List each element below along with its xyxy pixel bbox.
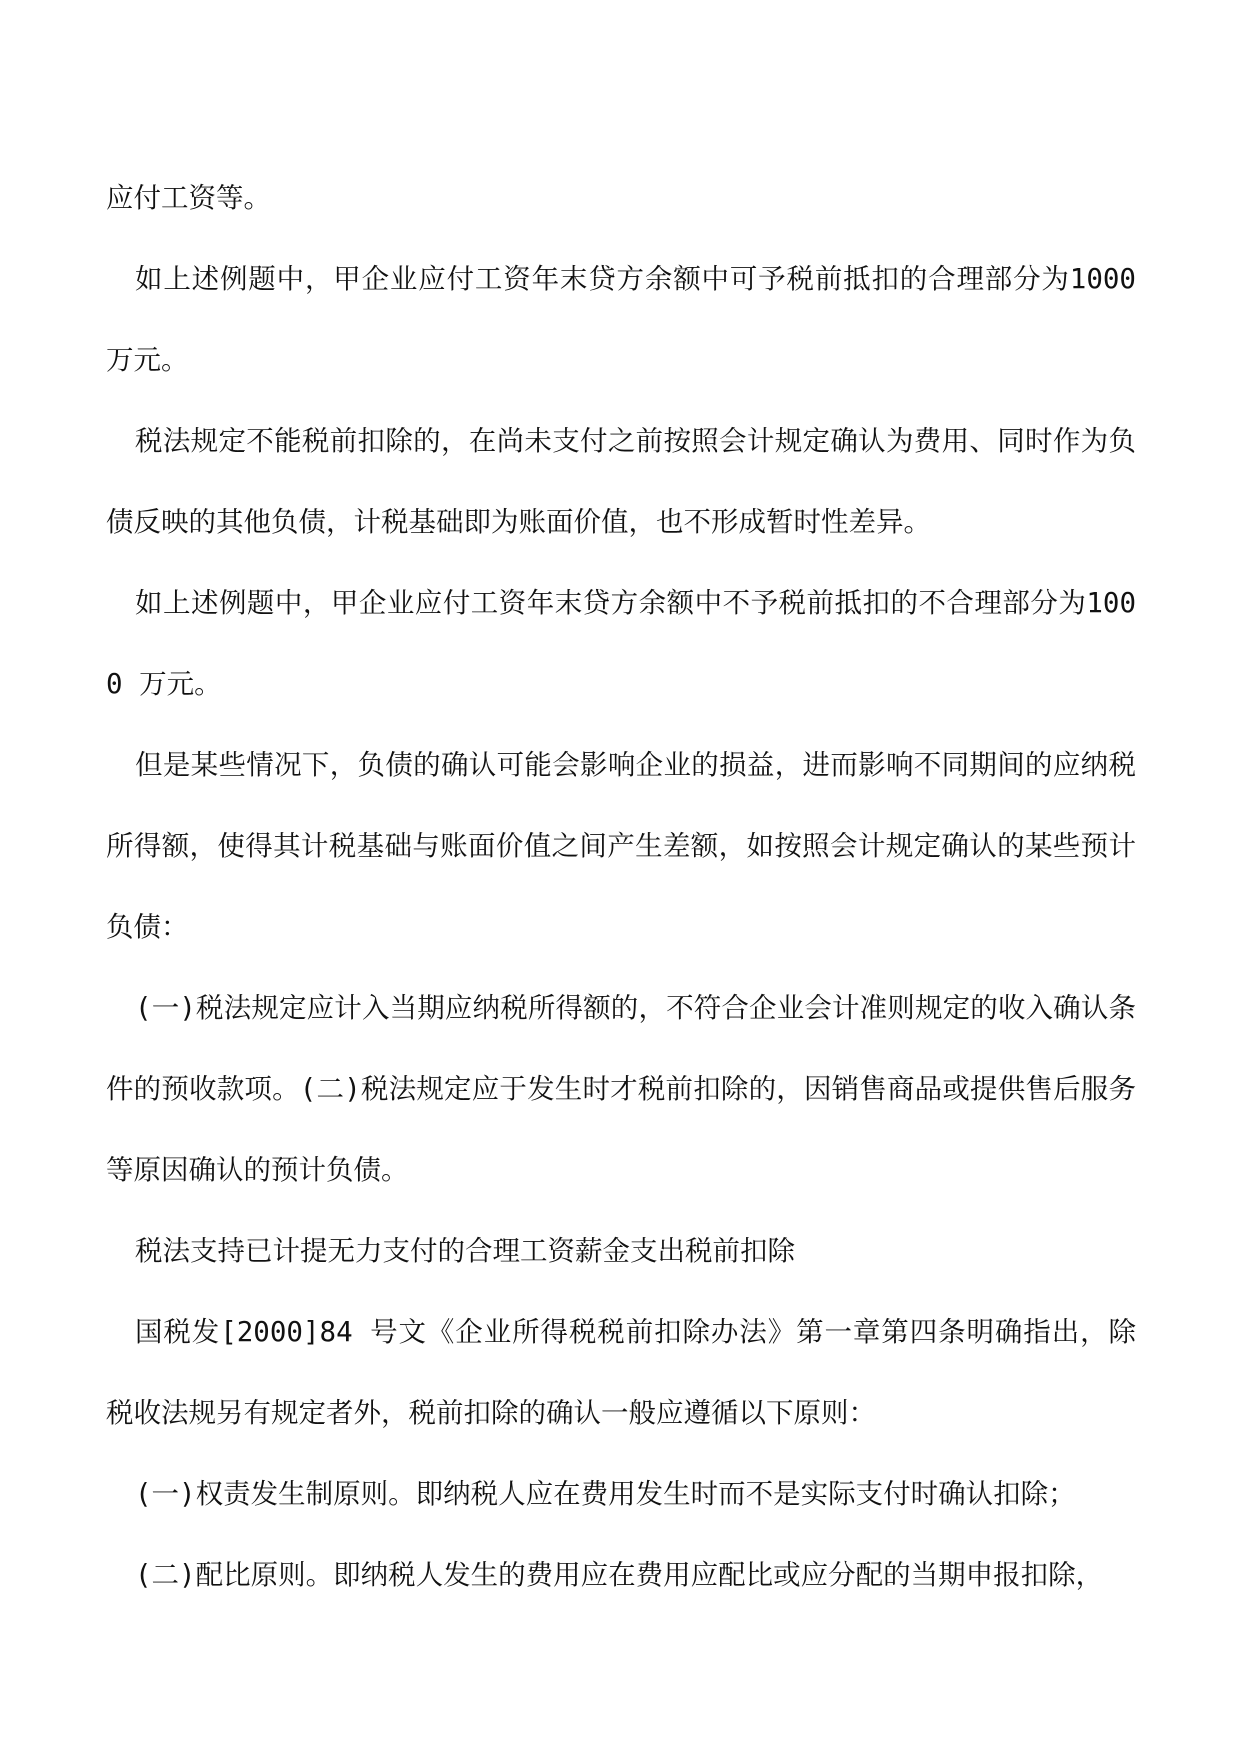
paragraph-5: 但是某些情况下，负债的确认可能会影响企业的损益，进而影响不同期间的应纳税所得额，使得其计税基础与账面价值之间产生差额，如按照会计规定确认的某些预计负债： bbox=[106, 749, 1136, 943]
paragraph-8: (一)权责发生制原则。即纳税人应在费用发生时而不是实际支付时确认扣除； bbox=[135, 1478, 1076, 1510]
section-heading: 税法支持已计提无力支付的合理工资薪金支出税前扣除 bbox=[135, 1235, 795, 1267]
document-body bbox=[106, 158, 1136, 1616]
paragraph-4: 如上述例题中，甲企业应付工资年末贷方余额中不予税前抵扣的不合理部分为1000 万元。 bbox=[106, 587, 1136, 700]
paragraph-7: 国税发[2000]84 号文《企业所得税税前扣除办法》第一章第四条明确指出，除税收法规另有规定者外，税前扣除的确认一般应遵循以下原则： bbox=[106, 1316, 1136, 1429]
paragraph-1: 应付工资等。 bbox=[106, 182, 271, 214]
paragraph-3: 税法规定不能税前扣除的，在尚未支付之前按照会计规定确认为费用、同时作为负债反映的其他负债，计税基础即为账面价值，也不形成暂时性差异。 bbox=[106, 425, 1136, 538]
paragraph-2: 如上述例题中，甲企业应付工资年末贷方余额中可予税前抵扣的合理部分为1000 万元。 bbox=[106, 263, 1136, 376]
paragraph-6: (一)税法规定应计入当期应纳税所得额的，不符合企业会计准则规定的收入确认条件的预收款项。(二)税法规定应于发生时才税前扣除的，因销售商品或提供售后服务等原因确认的预计负债。 bbox=[106, 992, 1136, 1186]
paragraph-9: (二)配比原则。即纳税人发生的费用应在费用应配比或应分配的当期申报扣除， bbox=[135, 1559, 1104, 1591]
